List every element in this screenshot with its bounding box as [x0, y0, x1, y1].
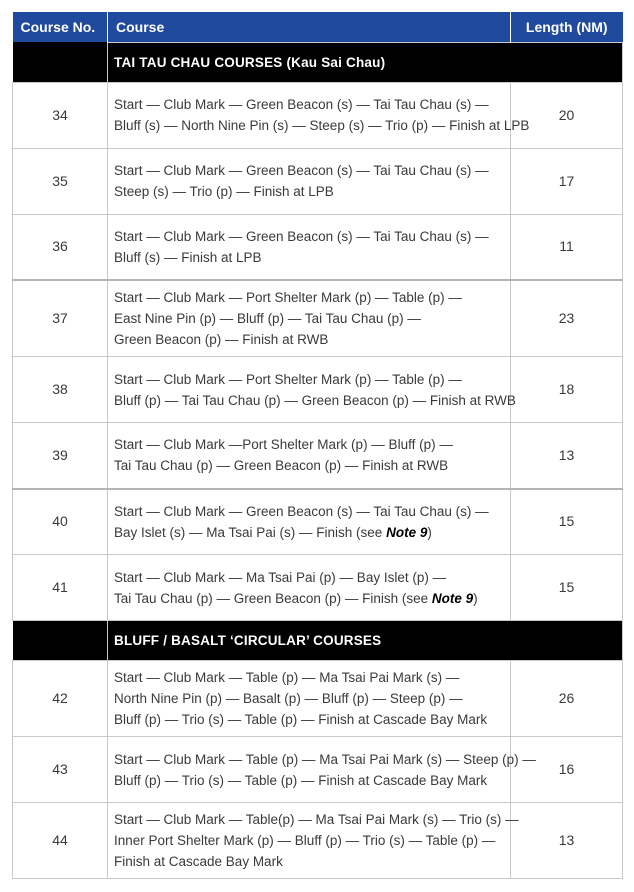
route-line — [114, 809, 519, 830]
route-text: Bluff (s) — Finish at LPB — [114, 249, 262, 265]
route-line — [114, 688, 504, 709]
section-header-row — [13, 621, 623, 661]
route-line — [114, 160, 504, 181]
course-length: 18 — [511, 357, 623, 423]
route-text: Start — Club Mark — Port Shelter Mark (p) — Table (p) — — [114, 371, 462, 387]
route-line — [114, 830, 504, 851]
table-row — [13, 214, 623, 280]
route-text: Finish at Cascade Bay Mark — [114, 854, 283, 869]
route-text: Start — Club Mark — Green Beacon (s) — Tai Tau Chau (s) — — [114, 163, 489, 178]
section-title: TAI TAU CHAU COURSES (Kau Sai Chau) — [108, 42, 623, 82]
course-length: 13 — [511, 423, 623, 489]
course-length: 26 — [511, 661, 623, 737]
table-row — [13, 357, 623, 423]
route-text: Start — Club Mark —Port Shelter Mark (p) — Bluff (p) — — [114, 437, 453, 453]
route-line — [114, 115, 530, 136]
route-text: Green Beacon (p) — Finish at RWB — [114, 332, 329, 347]
course-length: 11 — [511, 214, 623, 280]
note-reference: Note 9 — [386, 524, 428, 540]
route-line — [114, 369, 504, 390]
route-line — [114, 588, 504, 609]
course-number: 35 — [13, 148, 108, 214]
route-line — [114, 308, 504, 329]
route-line — [114, 709, 504, 730]
table-row — [13, 148, 623, 214]
course-number: 37 — [13, 280, 108, 357]
table-row — [13, 489, 623, 555]
course-route — [108, 214, 511, 280]
route-text: Start — Club Mark — Green Beacon (s) — Tai Tau Chau (s) — — [114, 228, 489, 244]
course-route — [108, 280, 511, 357]
header-course-no: Course No. — [13, 12, 108, 42]
course-route — [108, 82, 530, 148]
course-route — [108, 148, 511, 214]
course-table — [12, 12, 623, 879]
course-length: 13 — [511, 803, 623, 879]
route-text: Bluff (s) — North Nine Pin (s) — Steep (s) — Trio (p) — Finish at LPB — [114, 118, 530, 133]
table-header-row — [13, 12, 623, 42]
route-text: Start — Club Mark — Port Shelter Mark (p) — Table (p) — — [114, 290, 462, 305]
route-line — [114, 434, 504, 455]
route-line — [114, 501, 504, 522]
course-route — [108, 357, 516, 423]
route-line — [114, 287, 504, 308]
course-number: 44 — [13, 803, 108, 879]
route-text: Start — Club Mark — Table (p) — Ma Tsai Pai Mark (s) — — [114, 670, 460, 685]
course-table-container — [12, 12, 622, 879]
header-course: Course — [108, 12, 511, 42]
route-text: Start — Club Mark — Green Beacon (s) — Tai Tau Chau (s) — — [114, 503, 489, 519]
route-line — [114, 770, 504, 791]
header-length: Length (NM) — [511, 12, 623, 42]
route-text: Bluff (p) — Trio (s) — Table (p) — Finish at Cascade Bay Mark — [114, 712, 488, 727]
route-text: East Nine Pin (p) — Bluff (p) — Tai Tau Chau (p) — — [114, 311, 421, 326]
route-text: North Nine Pin (p) — Basalt (p) — Bluff (p) — Steep (p) — — [114, 691, 463, 706]
table-row — [13, 737, 623, 803]
route-line — [114, 390, 516, 411]
route-text: Bluff (p) — Tai Tau Chau (p) — Green Beacon (p) — Finish at RWB — [114, 392, 516, 408]
note-reference: Note 9 — [431, 590, 474, 606]
table-row — [13, 803, 623, 879]
table-row — [13, 661, 623, 737]
route-line — [114, 851, 504, 872]
course-length: 15 — [511, 555, 623, 621]
course-number: 42 — [13, 661, 108, 737]
route-line — [114, 455, 504, 476]
table-row — [13, 82, 623, 148]
route-text: Steep (s) — Trio (p) — Finish at LPB — [114, 184, 334, 199]
course-route — [108, 661, 511, 737]
course-number: 38 — [13, 357, 108, 423]
section-spacer — [13, 621, 108, 661]
course-number: 43 — [13, 737, 108, 803]
course-route — [108, 555, 511, 621]
course-number: 39 — [13, 423, 108, 489]
route-line — [114, 522, 504, 543]
course-number: 40 — [13, 489, 108, 555]
course-number: 36 — [13, 214, 108, 280]
route-text: Start — Club Mark — Table(p) — Ma Tsai Pai Mark (s) — Trio (s) — — [114, 812, 519, 827]
route-text: Start — Club Mark — Ma Tsai Pai (p) — Bay Islet (p) — — [114, 569, 447, 585]
course-number: 41 — [13, 555, 108, 621]
course-length: 20 — [511, 82, 623, 148]
route-line — [114, 329, 504, 350]
table-body — [13, 42, 623, 879]
course-length: 23 — [511, 280, 623, 357]
route-text: Inner Port Shelter Mark (p) — Bluff (p) — Trio (s) — Table (p) — — [114, 833, 496, 848]
course-number: 34 — [13, 82, 108, 148]
route-text: Tai Tau Chau (p) — Green Beacon (p) — Finish (see — [114, 590, 432, 606]
route-text: Start — Club Mark — Table (p) — Ma Tsai Pai Mark (s) — Steep (p) — — [114, 751, 536, 767]
section-spacer — [13, 42, 108, 82]
table-row — [13, 555, 623, 621]
table-row — [13, 423, 623, 489]
section-header-row — [13, 42, 623, 82]
route-line — [114, 181, 504, 202]
route-text: Bluff (p) — Trio (s) — Table (p) — Finish at Cascade Bay Mark — [114, 772, 488, 788]
course-length: 16 — [511, 737, 623, 803]
table-row — [13, 280, 623, 357]
note-suffix: ) — [427, 524, 432, 540]
course-route — [108, 803, 519, 879]
route-line — [114, 667, 504, 688]
course-length: 15 — [511, 489, 623, 555]
route-line — [114, 247, 504, 268]
course-route — [108, 737, 536, 803]
course-length: 17 — [511, 148, 623, 214]
route-text: Bay Islet (s) — Ma Tsai Pai (s) — Finish (see — [114, 524, 387, 540]
route-line — [114, 226, 504, 247]
route-line — [114, 567, 504, 588]
course-route — [108, 423, 511, 489]
route-line — [114, 749, 536, 770]
note-suffix: ) — [473, 590, 478, 606]
route-line — [114, 94, 504, 115]
route-text: Start — Club Mark — Green Beacon (s) — Tai Tau Chau (s) — — [114, 97, 489, 112]
route-text: Tai Tau Chau (p) — Green Beacon (p) — Finish at RWB — [114, 458, 449, 474]
section-title: BLUFF / BASALT ‘CIRCULAR’ COURSES — [108, 621, 623, 661]
course-route — [108, 489, 511, 555]
